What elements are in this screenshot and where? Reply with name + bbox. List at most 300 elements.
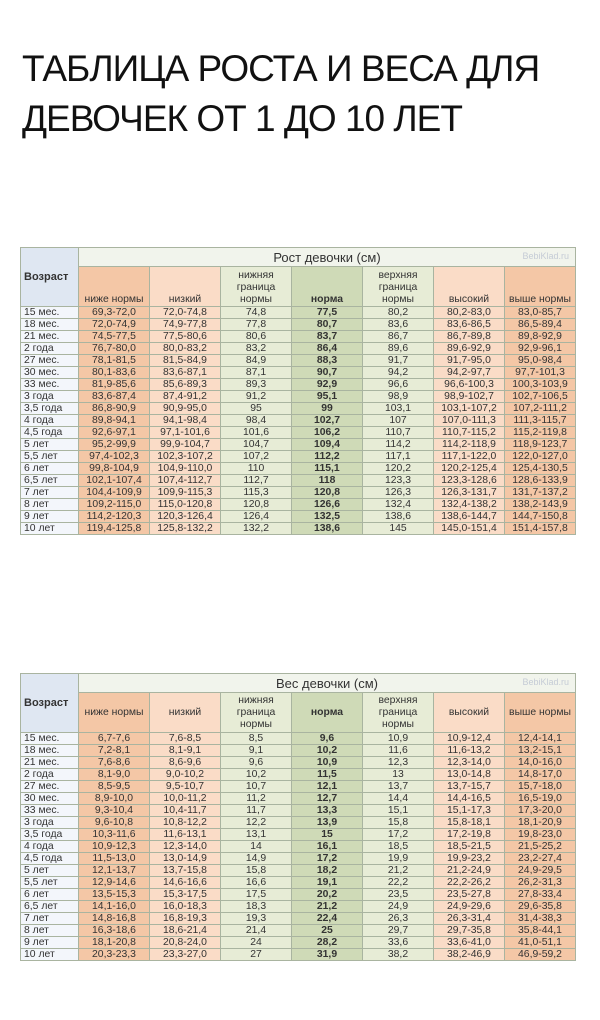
- high-cell: 145,0-151,4: [434, 523, 505, 535]
- high-header: высокий: [434, 693, 505, 733]
- below-norm-cell: 20,3-23,3: [79, 949, 150, 961]
- table-row: [21, 319, 576, 331]
- lower-bound-cell: 95: [221, 403, 292, 415]
- lower-bound-cell: 13,1: [221, 829, 292, 841]
- below-norm-cell: 7,6-8,6: [79, 757, 150, 769]
- age-cell: 3,5 года: [21, 403, 79, 415]
- norm-cell: 20,2: [292, 889, 363, 901]
- page-title: ТАБЛИЦА РОСТА И ВЕСА ДЛЯ ДЕВОЧЕК ОТ 1 ДО 10 ЛЕТ: [22, 48, 540, 139]
- age-cell: 4 года: [21, 841, 79, 853]
- lower-bound-cell: 126,4: [221, 511, 292, 523]
- norm-cell: 10,2: [292, 745, 363, 757]
- table-row: [21, 439, 576, 451]
- high-cell: 123,3-128,6: [434, 475, 505, 487]
- below-norm-cell: 7,2-8,1: [79, 745, 150, 757]
- norm-header: норма: [292, 693, 363, 733]
- norm-cell: 28,2: [292, 937, 363, 949]
- table-row: [21, 817, 576, 829]
- upper-bound-header: верхняя граница нормы: [363, 693, 434, 733]
- low-cell: 104,9-110,0: [150, 463, 221, 475]
- low-cell: 72,0-74,8: [150, 307, 221, 319]
- weight-table: [20, 673, 576, 961]
- above-norm-cell: 46,9-59,2: [505, 949, 576, 961]
- norm-cell: 80,7: [292, 319, 363, 331]
- upper-bound-cell: 103,1: [363, 403, 434, 415]
- high-cell: 94,2-97,7: [434, 367, 505, 379]
- table-row: [21, 523, 576, 535]
- lower-bound-cell: 107,2: [221, 451, 292, 463]
- above-norm-cell: 144,7-150,8: [505, 511, 576, 523]
- norm-cell: 16,1: [292, 841, 363, 853]
- table-row: [21, 367, 576, 379]
- lower-bound-cell: 77,8: [221, 319, 292, 331]
- lower-bound-cell: 120,8: [221, 499, 292, 511]
- age-cell: 18 мес.: [21, 319, 79, 331]
- below-norm-cell: 102,1-107,4: [79, 475, 150, 487]
- high-cell: 96,6-100,3: [434, 379, 505, 391]
- weight-table-title: Вес девочки (см): [276, 675, 378, 691]
- low-cell: 10,4-11,7: [150, 805, 221, 817]
- age-cell: 9 лет: [21, 937, 79, 949]
- below-norm-cell: 69,3-72,0: [79, 307, 150, 319]
- upper-bound-cell: 89,6: [363, 343, 434, 355]
- above-norm-cell: 12,4-14,1: [505, 733, 576, 745]
- high-cell: 11,6-13,2: [434, 745, 505, 757]
- above-norm-cell: 13,2-15,1: [505, 745, 576, 757]
- age-cell: 21 мес.: [21, 757, 79, 769]
- upper-bound-cell: 126,3: [363, 487, 434, 499]
- below-norm-cell: 72,0-74,9: [79, 319, 150, 331]
- below-norm-cell: 81,9-85,6: [79, 379, 150, 391]
- age-cell: 2 года: [21, 343, 79, 355]
- table-row: [21, 427, 576, 439]
- high-cell: 132,4-138,2: [434, 499, 505, 511]
- above-norm-cell: 151,4-157,8: [505, 523, 576, 535]
- upper-bound-cell: 120,2: [363, 463, 434, 475]
- below-norm-cell: 74,5-77,5: [79, 331, 150, 343]
- norm-cell: 11,5: [292, 769, 363, 781]
- upper-bound-cell: 114,2: [363, 439, 434, 451]
- upper-bound-cell: 80,2: [363, 307, 434, 319]
- lower-bound-cell: 11,7: [221, 805, 292, 817]
- low-cell: 81,5-84,9: [150, 355, 221, 367]
- below-norm-cell: 10,3-11,6: [79, 829, 150, 841]
- upper-bound-cell: 91,7: [363, 355, 434, 367]
- below-norm-cell: 9,3-10,4: [79, 805, 150, 817]
- high-cell: 19,9-23,2: [434, 853, 505, 865]
- below-norm-cell: 119,4-125,8: [79, 523, 150, 535]
- low-cell: 109,9-115,3: [150, 487, 221, 499]
- table-row: [21, 511, 576, 523]
- lower-bound-header: нижняя граница нормы: [221, 693, 292, 733]
- lower-bound-cell: 80,6: [221, 331, 292, 343]
- below-norm-cell: 16,3-18,6: [79, 925, 150, 937]
- norm-cell: 13,3: [292, 805, 363, 817]
- upper-bound-cell: 24,9: [363, 901, 434, 913]
- above-norm-cell: 125,4-130,5: [505, 463, 576, 475]
- above-norm-cell: 26,2-31,3: [505, 877, 576, 889]
- below-norm-cell: 8,9-10,0: [79, 793, 150, 805]
- table-row: [21, 781, 576, 793]
- low-cell: 9,0-10,2: [150, 769, 221, 781]
- above-norm-cell: 41,0-51,1: [505, 937, 576, 949]
- height-table-title: Рост девочки (см): [273, 249, 381, 265]
- norm-cell: 17,2: [292, 853, 363, 865]
- below-norm-cell: 80,1-83,6: [79, 367, 150, 379]
- lower-bound-cell: 98,4: [221, 415, 292, 427]
- lower-bound-cell: 83,2: [221, 343, 292, 355]
- above-norm-cell: 97,7-101,3: [505, 367, 576, 379]
- below-norm-cell: 10,9-12,3: [79, 841, 150, 853]
- high-cell: 15,1-17,3: [434, 805, 505, 817]
- high-cell: 138,6-144,7: [434, 511, 505, 523]
- norm-cell: 83,7: [292, 331, 363, 343]
- upper-bound-cell: 145: [363, 523, 434, 535]
- lower-bound-cell: 14: [221, 841, 292, 853]
- age-cell: 10 лет: [21, 949, 79, 961]
- high-cell: 10,9-12,4: [434, 733, 505, 745]
- above-norm-cell: 86,5-89,4: [505, 319, 576, 331]
- upper-bound-header: верхняя граница нормы: [363, 267, 434, 307]
- high-cell: 13,0-14,8: [434, 769, 505, 781]
- high-cell: 12,3-14,0: [434, 757, 505, 769]
- lower-bound-cell: 16,6: [221, 877, 292, 889]
- low-cell: 120,3-126,4: [150, 511, 221, 523]
- low-cell: 83,6-87,1: [150, 367, 221, 379]
- table-row: [21, 937, 576, 949]
- table-row: [21, 487, 576, 499]
- norm-cell: 13,9: [292, 817, 363, 829]
- norm-cell: 109,4: [292, 439, 363, 451]
- above-norm-cell: 122,0-127,0: [505, 451, 576, 463]
- norm-cell: 22,4: [292, 913, 363, 925]
- low-cell: 99,9-104,7: [150, 439, 221, 451]
- low-cell: 20,8-24,0: [150, 937, 221, 949]
- high-cell: 24,9-29,6: [434, 901, 505, 913]
- low-cell: 13,0-14,9: [150, 853, 221, 865]
- norm-cell: 88,3: [292, 355, 363, 367]
- lower-bound-cell: 132,2: [221, 523, 292, 535]
- low-cell: 90,9-95,0: [150, 403, 221, 415]
- norm-cell: 86,4: [292, 343, 363, 355]
- low-cell: 13,7-15,8: [150, 865, 221, 877]
- high-cell: 86,7-89,8: [434, 331, 505, 343]
- norm-cell: 21,2: [292, 901, 363, 913]
- high-cell: 107,0-111,3: [434, 415, 505, 427]
- low-cell: 97,1-101,6: [150, 427, 221, 439]
- low-header: низкий: [150, 693, 221, 733]
- age-cell: 30 мес.: [21, 367, 79, 379]
- norm-cell: 12,1: [292, 781, 363, 793]
- norm-cell: 19,1: [292, 877, 363, 889]
- age-cell: 3 года: [21, 391, 79, 403]
- upper-bound-cell: 110,7: [363, 427, 434, 439]
- below-norm-cell: 76,7-80,0: [79, 343, 150, 355]
- above-norm-cell: 102,7-106,5: [505, 391, 576, 403]
- lower-bound-cell: 84,9: [221, 355, 292, 367]
- high-cell: 23,5-27,8: [434, 889, 505, 901]
- age-cell: 5 лет: [21, 439, 79, 451]
- above-norm-cell: 35,8-44,1: [505, 925, 576, 937]
- lower-bound-cell: 24: [221, 937, 292, 949]
- below-norm-cell: 92,6-97,1: [79, 427, 150, 439]
- table-row: [21, 403, 576, 415]
- table-row: [21, 391, 576, 403]
- below-norm-cell: 14,8-16,8: [79, 913, 150, 925]
- below-norm-cell: 95,2-99,9: [79, 439, 150, 451]
- age-cell: 7 лет: [21, 913, 79, 925]
- high-cell: 15,8-18,1: [434, 817, 505, 829]
- low-cell: 18,6-21,4: [150, 925, 221, 937]
- above-norm-cell: 138,2-143,9: [505, 499, 576, 511]
- above-norm-cell: 16,5-19,0: [505, 793, 576, 805]
- lower-bound-cell: 115,3: [221, 487, 292, 499]
- table-row: [21, 865, 576, 877]
- high-cell: 83,6-86,5: [434, 319, 505, 331]
- below-norm-header: ниже нормы: [79, 693, 150, 733]
- upper-bound-cell: 14,4: [363, 793, 434, 805]
- below-norm-cell: 12,9-14,6: [79, 877, 150, 889]
- above-norm-cell: 92,9-96,1: [505, 343, 576, 355]
- table-row: [21, 877, 576, 889]
- below-norm-cell: 104,4-109,9: [79, 487, 150, 499]
- norm-cell: 118: [292, 475, 363, 487]
- upper-bound-cell: 19,9: [363, 853, 434, 865]
- low-cell: 10,8-12,2: [150, 817, 221, 829]
- above-norm-cell: 128,6-133,9: [505, 475, 576, 487]
- low-cell: 77,5-80,6: [150, 331, 221, 343]
- below-norm-cell: 11,5-13,0: [79, 853, 150, 865]
- lower-bound-cell: 14,9: [221, 853, 292, 865]
- age-cell: 4,5 года: [21, 853, 79, 865]
- below-norm-cell: 9,6-10,8: [79, 817, 150, 829]
- norm-cell: 25: [292, 925, 363, 937]
- above-norm-cell: 21,5-25,2: [505, 841, 576, 853]
- table-row: [21, 769, 576, 781]
- low-cell: 8,6-9,6: [150, 757, 221, 769]
- table-row: [21, 307, 576, 319]
- upper-bound-cell: 13: [363, 769, 434, 781]
- table-row: [21, 889, 576, 901]
- table-row: [21, 451, 576, 463]
- table-row: [21, 913, 576, 925]
- upper-bound-cell: 10,9: [363, 733, 434, 745]
- lower-bound-cell: 9,6: [221, 757, 292, 769]
- table-row: [21, 415, 576, 427]
- lower-bound-cell: 27: [221, 949, 292, 961]
- lower-bound-cell: 8,5: [221, 733, 292, 745]
- below-norm-cell: 99,8-104,9: [79, 463, 150, 475]
- below-norm-cell: 14,1-16,0: [79, 901, 150, 913]
- age-cell: 10 лет: [21, 523, 79, 535]
- high-cell: 17,2-19,8: [434, 829, 505, 841]
- norm-cell: 132,5: [292, 511, 363, 523]
- lower-bound-cell: 112,7: [221, 475, 292, 487]
- high-cell: 114,2-118,9: [434, 439, 505, 451]
- lower-bound-cell: 18,3: [221, 901, 292, 913]
- age-cell: 2 года: [21, 769, 79, 781]
- age-cell: 4 года: [21, 415, 79, 427]
- norm-cell: 10,9: [292, 757, 363, 769]
- table-row: [21, 925, 576, 937]
- table-row: [21, 355, 576, 367]
- high-cell: 120,2-125,4: [434, 463, 505, 475]
- table-row: [21, 901, 576, 913]
- age-cell: 30 мес.: [21, 793, 79, 805]
- age-cell: 27 мес.: [21, 355, 79, 367]
- upper-bound-cell: 15,8: [363, 817, 434, 829]
- above-norm-header: выше нормы: [505, 693, 576, 733]
- table-row: [21, 841, 576, 853]
- high-cell: 80,2-83,0: [434, 307, 505, 319]
- high-cell: 91,7-95,0: [434, 355, 505, 367]
- lower-bound-cell: 9,1: [221, 745, 292, 757]
- low-cell: 8,1-9,1: [150, 745, 221, 757]
- low-cell: 102,3-107,2: [150, 451, 221, 463]
- upper-bound-cell: 13,7: [363, 781, 434, 793]
- above-norm-cell: 19,8-23,0: [505, 829, 576, 841]
- lower-bound-cell: 12,2: [221, 817, 292, 829]
- above-norm-cell: 14,0-16,0: [505, 757, 576, 769]
- below-norm-cell: 114,2-120,3: [79, 511, 150, 523]
- high-cell: 13,7-15,7: [434, 781, 505, 793]
- table-row: [21, 331, 576, 343]
- age-cell: 6,5 лет: [21, 901, 79, 913]
- age-cell: 6 лет: [21, 463, 79, 475]
- table-title: [79, 248, 576, 267]
- above-norm-cell: 100,3-103,9: [505, 379, 576, 391]
- above-norm-cell: 89,8-92,9: [505, 331, 576, 343]
- high-cell: 89,6-92,9: [434, 343, 505, 355]
- upper-bound-cell: 26,3: [363, 913, 434, 925]
- age-cell: 5 лет: [21, 865, 79, 877]
- lower-bound-cell: 17,5: [221, 889, 292, 901]
- high-cell: 98,9-102,7: [434, 391, 505, 403]
- high-cell: 18,5-21,5: [434, 841, 505, 853]
- high-cell: 126,3-131,7: [434, 487, 505, 499]
- low-cell: 74,9-77,8: [150, 319, 221, 331]
- age-cell: 8 лет: [21, 499, 79, 511]
- above-norm-cell: 31,4-38,3: [505, 913, 576, 925]
- upper-bound-cell: 21,2: [363, 865, 434, 877]
- height-table: [20, 247, 576, 535]
- lower-bound-cell: 104,7: [221, 439, 292, 451]
- norm-cell: 92,9: [292, 379, 363, 391]
- low-cell: 9,5-10,7: [150, 781, 221, 793]
- high-cell: 26,3-31,4: [434, 913, 505, 925]
- lower-bound-cell: 11,2: [221, 793, 292, 805]
- high-header: высокий: [434, 267, 505, 307]
- below-norm-cell: 8,1-9,0: [79, 769, 150, 781]
- table-row: [21, 499, 576, 511]
- table-row: [21, 829, 576, 841]
- below-norm-header: ниже нормы: [79, 267, 150, 307]
- norm-cell: 15: [292, 829, 363, 841]
- low-cell: 11,6-13,1: [150, 829, 221, 841]
- high-cell: 33,6-41,0: [434, 937, 505, 949]
- norm-cell: 18,2: [292, 865, 363, 877]
- norm-cell: 31,9: [292, 949, 363, 961]
- table-row: [21, 757, 576, 769]
- above-norm-cell: 107,2-111,2: [505, 403, 576, 415]
- low-cell: 87,4-91,2: [150, 391, 221, 403]
- low-cell: 16,8-19,3: [150, 913, 221, 925]
- above-norm-cell: 23,2-27,4: [505, 853, 576, 865]
- below-norm-cell: 89,8-94,1: [79, 415, 150, 427]
- upper-bound-cell: 132,4: [363, 499, 434, 511]
- age-cell: 5,5 лет: [21, 877, 79, 889]
- upper-bound-cell: 17,2: [363, 829, 434, 841]
- norm-cell: 99: [292, 403, 363, 415]
- upper-bound-cell: 98,9: [363, 391, 434, 403]
- upper-bound-cell: 18,5: [363, 841, 434, 853]
- low-cell: 85,6-89,3: [150, 379, 221, 391]
- upper-bound-cell: 83,6: [363, 319, 434, 331]
- low-cell: 23,3-27,0: [150, 949, 221, 961]
- lower-bound-cell: 101,6: [221, 427, 292, 439]
- table-row: [21, 745, 576, 757]
- above-norm-cell: 118,9-123,7: [505, 439, 576, 451]
- lower-bound-cell: 15,8: [221, 865, 292, 877]
- high-cell: 21,2-24,9: [434, 865, 505, 877]
- table-row: [21, 343, 576, 355]
- lower-bound-cell: 110: [221, 463, 292, 475]
- high-cell: 38,2-46,9: [434, 949, 505, 961]
- norm-cell: 90,7: [292, 367, 363, 379]
- age-cell: 15 мес.: [21, 733, 79, 745]
- above-norm-cell: 17,3-20,0: [505, 805, 576, 817]
- upper-bound-cell: 29,7: [363, 925, 434, 937]
- lower-bound-cell: 19,3: [221, 913, 292, 925]
- norm-cell: 115,1: [292, 463, 363, 475]
- low-cell: 115,0-120,8: [150, 499, 221, 511]
- upper-bound-cell: 12,3: [363, 757, 434, 769]
- age-cell: 9 лет: [21, 511, 79, 523]
- below-norm-cell: 18,1-20,8: [79, 937, 150, 949]
- low-cell: 94,1-98,4: [150, 415, 221, 427]
- upper-bound-cell: 123,3: [363, 475, 434, 487]
- age-cell: 3 года: [21, 817, 79, 829]
- watermark: BebiKlad.ru: [522, 677, 569, 687]
- low-cell: 15,3-17,5: [150, 889, 221, 901]
- age-column-header: Возраст: [21, 674, 79, 733]
- below-norm-cell: 78,1-81,5: [79, 355, 150, 367]
- low-cell: 107,4-112,7: [150, 475, 221, 487]
- low-cell: 10,0-11,2: [150, 793, 221, 805]
- above-norm-cell: 27,8-33,4: [505, 889, 576, 901]
- low-cell: 12,3-14,0: [150, 841, 221, 853]
- below-norm-cell: 97,4-102,3: [79, 451, 150, 463]
- high-cell: 29,7-35,8: [434, 925, 505, 937]
- age-cell: 6,5 лет: [21, 475, 79, 487]
- below-norm-cell: 6,7-7,6: [79, 733, 150, 745]
- age-cell: 33 мес.: [21, 805, 79, 817]
- norm-cell: 106,2: [292, 427, 363, 439]
- norm-cell: 12,7: [292, 793, 363, 805]
- age-cell: 21 мес.: [21, 331, 79, 343]
- norm-cell: 102,7: [292, 415, 363, 427]
- below-norm-cell: 8,5-9,5: [79, 781, 150, 793]
- below-norm-cell: 12,1-13,7: [79, 865, 150, 877]
- table-title: [79, 674, 576, 693]
- high-cell: 110,7-115,2: [434, 427, 505, 439]
- norm-cell: 120,8: [292, 487, 363, 499]
- above-norm-cell: 14,8-17,0: [505, 769, 576, 781]
- table-row: [21, 793, 576, 805]
- table-row: [21, 733, 576, 745]
- table-row: [21, 949, 576, 961]
- norm-cell: 9,6: [292, 733, 363, 745]
